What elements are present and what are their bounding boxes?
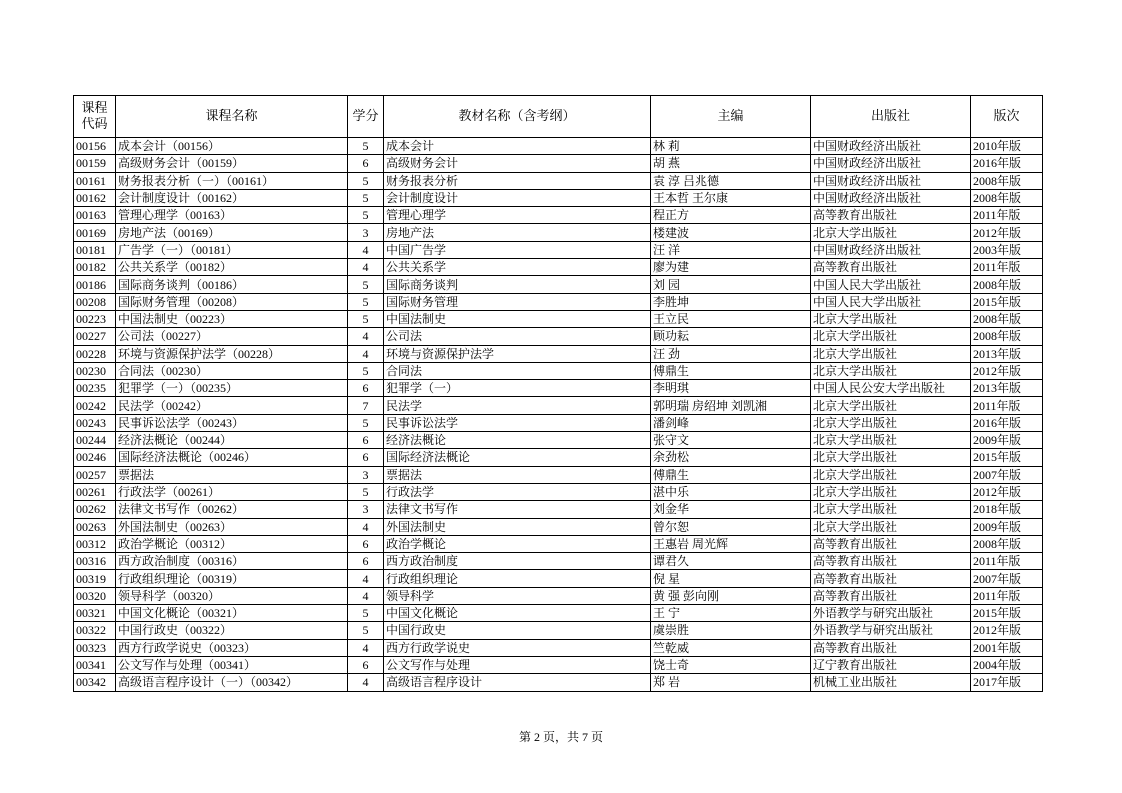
publisher-cell: 中国人民大学出版社 [811, 276, 971, 293]
edition-cell: 2011年版 [971, 553, 1043, 570]
credit-cell: 4 [348, 639, 384, 656]
credit-cell: 5 [348, 605, 384, 622]
textbook-name-cell: 中国行政史 [384, 622, 651, 639]
edition-cell: 2015年版 [971, 293, 1043, 310]
course-code-cell: 00242 [74, 397, 116, 414]
editor-cell: 王惠岩 周光辉 [651, 535, 811, 552]
table-row [74, 622, 1043, 639]
textbook-name-cell: 行政组织理论 [384, 570, 651, 587]
header-edition: 版次 [971, 96, 1043, 138]
table-row [74, 155, 1043, 172]
course-name-cell: 管理心理学（00163） [116, 207, 348, 224]
course-name-cell: 高级财务会计（00159） [116, 155, 348, 172]
table-row [74, 674, 1043, 691]
table-row [74, 535, 1043, 552]
editor-cell: 傅鼎生 [651, 466, 811, 483]
publisher-cell: 外语教学与研究出版社 [811, 622, 971, 639]
course-code-cell: 00182 [74, 259, 116, 276]
header-editor: 主编 [651, 96, 811, 138]
textbook-name-cell: 国际财务管理 [384, 293, 651, 310]
publisher-cell: 北京大学出版社 [811, 449, 971, 466]
course-code-cell: 00181 [74, 241, 116, 258]
table-row [74, 570, 1043, 587]
publisher-cell: 北京大学出版社 [811, 466, 971, 483]
publisher-cell: 北京大学出版社 [811, 224, 971, 241]
course-code-cell: 00322 [74, 622, 116, 639]
editor-cell: 倪 星 [651, 570, 811, 587]
edition-cell: 2011年版 [971, 259, 1043, 276]
credit-cell: 6 [348, 155, 384, 172]
publisher-cell: 中国财政经济出版社 [811, 189, 971, 206]
edition-cell: 2009年版 [971, 432, 1043, 449]
table-row [74, 241, 1043, 258]
textbook-name-cell: 政治学概论 [384, 535, 651, 552]
publisher-cell: 高等教育出版社 [811, 587, 971, 604]
credit-cell: 5 [348, 189, 384, 206]
publisher-cell: 高等教育出版社 [811, 207, 971, 224]
edition-cell: 2016年版 [971, 414, 1043, 431]
course-code-cell: 00156 [74, 138, 116, 155]
course-name-cell: 票据法 [116, 466, 348, 483]
editor-cell: 李明琪 [651, 380, 811, 397]
course-name-cell: 会计制度设计（00162） [116, 189, 348, 206]
course-name-cell: 财务报表分析（一）（00161） [116, 172, 348, 189]
table-row [74, 207, 1043, 224]
credit-cell: 3 [348, 466, 384, 483]
course-name-cell: 中国行政史（00322） [116, 622, 348, 639]
table-row [74, 656, 1043, 673]
textbook-name-cell: 公司法 [384, 328, 651, 345]
credit-cell: 3 [348, 501, 384, 518]
editor-cell: 郭明瑞 房绍坤 刘凯湘 [651, 397, 811, 414]
course-code-cell: 00243 [74, 414, 116, 431]
course-code-cell: 00316 [74, 553, 116, 570]
publisher-cell: 北京大学出版社 [811, 310, 971, 327]
publisher-cell: 高等教育出版社 [811, 259, 971, 276]
course-code-cell: 00342 [74, 674, 116, 691]
edition-cell: 2003年版 [971, 241, 1043, 258]
publisher-cell: 中国人民公安大学出版社 [811, 380, 971, 397]
publisher-cell: 机械工业出版社 [811, 674, 971, 691]
table-row [74, 138, 1043, 155]
credit-cell: 6 [348, 553, 384, 570]
table-row [74, 362, 1043, 379]
editor-cell: 刘金华 [651, 501, 811, 518]
course-code-cell: 00321 [74, 605, 116, 622]
course-name-cell: 国际商务谈判（00186） [116, 276, 348, 293]
editor-cell: 饶士奇 [651, 656, 811, 673]
course-name-cell: 公共关系学（00182） [116, 259, 348, 276]
course-code-cell: 00208 [74, 293, 116, 310]
editor-cell: 张守文 [651, 432, 811, 449]
textbook-name-cell: 西方政治制度 [384, 553, 651, 570]
course-code-cell: 00186 [74, 276, 116, 293]
edition-cell: 2011年版 [971, 207, 1043, 224]
editor-cell: 潘剑峰 [651, 414, 811, 431]
course-code-cell: 00159 [74, 155, 116, 172]
edition-cell: 2008年版 [971, 535, 1043, 552]
course-name-cell: 国际经济法概论（00246） [116, 449, 348, 466]
credit-cell: 4 [348, 518, 384, 535]
course-name-cell: 国际财务管理（00208） [116, 293, 348, 310]
table-row [74, 639, 1043, 656]
textbook-name-cell: 中国文化概论 [384, 605, 651, 622]
edition-cell: 2015年版 [971, 449, 1043, 466]
table-header-row [74, 96, 1043, 138]
course-name-cell: 民法学（00242） [116, 397, 348, 414]
edition-cell: 2012年版 [971, 224, 1043, 241]
textbook-name-cell: 领导科学 [384, 587, 651, 604]
table-row [74, 172, 1043, 189]
table-row [74, 518, 1043, 535]
textbook-name-cell: 民事诉讼法学 [384, 414, 651, 431]
table-row [74, 397, 1043, 414]
course-code-cell: 00341 [74, 656, 116, 673]
credit-cell: 5 [348, 207, 384, 224]
course-name-cell: 中国法制史（00223） [116, 310, 348, 327]
textbook-name-cell: 外国法制史 [384, 518, 651, 535]
course-name-cell: 西方行政学说史（00323） [116, 639, 348, 656]
table-row [74, 553, 1043, 570]
credit-cell: 6 [348, 535, 384, 552]
course-code-cell: 00169 [74, 224, 116, 241]
course-name-cell: 公文写作与处理（00341） [116, 656, 348, 673]
course-name-cell: 经济法概论（00244） [116, 432, 348, 449]
credit-cell: 6 [348, 432, 384, 449]
textbook-name-cell: 合同法 [384, 362, 651, 379]
textbook-name-cell: 管理心理学 [384, 207, 651, 224]
publisher-cell: 中国财政经济出版社 [811, 155, 971, 172]
course-name-cell: 高级语言程序设计（一）（00342） [116, 674, 348, 691]
course-name-cell: 政治学概论（00312） [116, 535, 348, 552]
textbook-name-cell: 成本会计 [384, 138, 651, 155]
edition-cell: 2008年版 [971, 189, 1043, 206]
editor-cell: 林 莉 [651, 138, 811, 155]
course-code-cell: 00223 [74, 310, 116, 327]
publisher-cell: 北京大学出版社 [811, 362, 971, 379]
edition-cell: 2011年版 [971, 397, 1043, 414]
credit-cell: 4 [348, 259, 384, 276]
credit-cell: 7 [348, 397, 384, 414]
credit-cell: 5 [348, 310, 384, 327]
credit-cell: 4 [348, 328, 384, 345]
textbook-name-cell: 民法学 [384, 397, 651, 414]
edition-cell: 2008年版 [971, 310, 1043, 327]
publisher-cell: 中国财政经济出版社 [811, 172, 971, 189]
edition-cell: 2011年版 [971, 587, 1043, 604]
header-course-code [74, 96, 116, 138]
textbook-name-cell: 国际商务谈判 [384, 276, 651, 293]
table-row [74, 587, 1043, 604]
editor-cell: 郑 岩 [651, 674, 811, 691]
table-row [74, 380, 1043, 397]
edition-cell: 2012年版 [971, 362, 1043, 379]
credit-cell: 4 [348, 345, 384, 362]
edition-cell: 2004年版 [971, 656, 1043, 673]
textbook-name-cell: 环境与资源保护法学 [384, 345, 651, 362]
table-row [74, 259, 1043, 276]
table-row [74, 414, 1043, 431]
course-name-cell: 中国文化概论（00321） [116, 605, 348, 622]
course-name-cell: 成本会计（00156） [116, 138, 348, 155]
textbook-name-cell: 法律文书写作 [384, 501, 651, 518]
page-number: 第 2 页，共 7 页 [518, 730, 603, 744]
course-code-cell: 00244 [74, 432, 116, 449]
editor-cell: 楼建波 [651, 224, 811, 241]
credit-cell: 5 [348, 622, 384, 639]
textbook-name-cell: 犯罪学（一） [384, 380, 651, 397]
credit-cell: 5 [348, 172, 384, 189]
textbook-name-cell: 公共关系学 [384, 259, 651, 276]
credit-cell: 4 [348, 587, 384, 604]
publisher-cell: 中国财政经济出版社 [811, 138, 971, 155]
table-row [74, 605, 1043, 622]
credit-cell: 5 [348, 138, 384, 155]
textbook-name-cell: 票据法 [384, 466, 651, 483]
editor-cell: 刘 园 [651, 276, 811, 293]
textbook-name-cell: 会计制度设计 [384, 189, 651, 206]
textbook-name-cell: 行政法学 [384, 483, 651, 500]
editor-cell: 湛中乐 [651, 483, 811, 500]
credit-cell: 4 [348, 674, 384, 691]
header-course-name: 课程名称 [116, 96, 348, 138]
credit-cell: 5 [348, 293, 384, 310]
edition-cell: 2012年版 [971, 483, 1043, 500]
edition-cell: 2012年版 [971, 622, 1043, 639]
course-code-cell: 00263 [74, 518, 116, 535]
publisher-cell: 辽宁教育出版社 [811, 656, 971, 673]
textbook-table [73, 95, 1043, 692]
textbook-name-cell: 公文写作与处理 [384, 656, 651, 673]
credit-cell: 5 [348, 362, 384, 379]
edition-cell: 2001年版 [971, 639, 1043, 656]
textbook-name-cell: 国际经济法概论 [384, 449, 651, 466]
course-code-cell: 00161 [74, 172, 116, 189]
course-name-cell: 环境与资源保护法学（00228） [116, 345, 348, 362]
course-name-cell: 行政组织理论（00319） [116, 570, 348, 587]
table-row [74, 276, 1043, 293]
header-code-line1: 课程 [81, 100, 108, 116]
course-name-cell: 民事诉讼法学（00243） [116, 414, 348, 431]
edition-cell: 2018年版 [971, 501, 1043, 518]
publisher-cell: 高等教育出版社 [811, 570, 971, 587]
credit-cell: 6 [348, 380, 384, 397]
credit-cell: 5 [348, 414, 384, 431]
course-name-cell: 房地产法（00169） [116, 224, 348, 241]
table-row [74, 189, 1043, 206]
edition-cell: 2007年版 [971, 466, 1043, 483]
header-textbook: 教材名称（含考纲） [384, 96, 651, 138]
editor-cell: 袁 淳 吕兆德 [651, 172, 811, 189]
editor-cell: 顾功耘 [651, 328, 811, 345]
course-name-cell: 行政法学（00261） [116, 483, 348, 500]
course-name-cell: 外国法制史（00263） [116, 518, 348, 535]
course-name-cell: 广告学（一）（00181） [116, 241, 348, 258]
header-publisher: 出版社 [811, 96, 971, 138]
publisher-cell: 北京大学出版社 [811, 345, 971, 362]
edition-cell: 2013年版 [971, 380, 1043, 397]
table-row [74, 466, 1043, 483]
editor-cell: 竺乾威 [651, 639, 811, 656]
table-row [74, 224, 1043, 241]
editor-cell: 王本哲 王尔康 [651, 189, 811, 206]
table-row [74, 483, 1043, 500]
course-code-cell: 00162 [74, 189, 116, 206]
editor-cell: 王立民 [651, 310, 811, 327]
editor-cell: 李胜坤 [651, 293, 811, 310]
course-name-cell: 领导科学（00320） [116, 587, 348, 604]
textbook-name-cell: 财务报表分析 [384, 172, 651, 189]
course-name-cell: 合同法（00230） [116, 362, 348, 379]
credit-cell: 4 [348, 570, 384, 587]
publisher-cell: 北京大学出版社 [811, 432, 971, 449]
edition-cell: 2017年版 [971, 674, 1043, 691]
publisher-cell: 外语教学与研究出版社 [811, 605, 971, 622]
edition-cell: 2008年版 [971, 276, 1043, 293]
editor-cell: 黄 强 彭向刚 [651, 587, 811, 604]
publisher-cell: 北京大学出版社 [811, 518, 971, 535]
publisher-cell: 高等教育出版社 [811, 553, 971, 570]
publisher-cell: 北京大学出版社 [811, 414, 971, 431]
publisher-cell: 中国财政经济出版社 [811, 241, 971, 258]
header-code-line2: 代码 [81, 116, 108, 132]
course-code-cell: 00227 [74, 328, 116, 345]
edition-cell: 2009年版 [971, 518, 1043, 535]
editor-cell: 谭君久 [651, 553, 811, 570]
edition-cell: 2007年版 [971, 570, 1043, 587]
table-row [74, 328, 1043, 345]
table-row [74, 432, 1043, 449]
publisher-cell: 北京大学出版社 [811, 501, 971, 518]
credit-cell: 6 [348, 656, 384, 673]
editor-cell: 汪 洋 [651, 241, 811, 258]
credit-cell: 5 [348, 483, 384, 500]
editor-cell: 曾尔恕 [651, 518, 811, 535]
course-code-cell: 00320 [74, 587, 116, 604]
publisher-cell: 北京大学出版社 [811, 397, 971, 414]
publisher-cell: 中国人民大学出版社 [811, 293, 971, 310]
textbook-name-cell: 中国广告学 [384, 241, 651, 258]
course-code-cell: 00230 [74, 362, 116, 379]
credit-cell: 3 [348, 224, 384, 241]
course-code-cell: 00228 [74, 345, 116, 362]
course-name-cell: 犯罪学（一）（00235） [116, 380, 348, 397]
publisher-cell: 高等教育出版社 [811, 535, 971, 552]
editor-cell: 傅鼎生 [651, 362, 811, 379]
publisher-cell: 北京大学出版社 [811, 483, 971, 500]
credit-cell: 4 [348, 241, 384, 258]
editor-cell: 廖为建 [651, 259, 811, 276]
course-name-cell: 西方政治制度（00316） [116, 553, 348, 570]
editor-cell: 余劲松 [651, 449, 811, 466]
course-code-cell: 00312 [74, 535, 116, 552]
editor-cell: 胡 燕 [651, 155, 811, 172]
header-credit: 学分 [348, 96, 384, 138]
table-row [74, 501, 1043, 518]
editor-cell: 汪 劲 [651, 345, 811, 362]
credit-cell: 5 [348, 276, 384, 293]
edition-cell: 2010年版 [971, 138, 1043, 155]
edition-cell: 2008年版 [971, 172, 1043, 189]
course-code-cell: 00319 [74, 570, 116, 587]
textbook-name-cell: 西方行政学说史 [384, 639, 651, 656]
editor-cell: 王 宁 [651, 605, 811, 622]
editor-cell: 程正方 [651, 207, 811, 224]
credit-cell: 6 [348, 449, 384, 466]
editor-cell: 虞崇胜 [651, 622, 811, 639]
edition-cell: 2016年版 [971, 155, 1043, 172]
course-code-cell: 00261 [74, 483, 116, 500]
course-code-cell: 00163 [74, 207, 116, 224]
course-name-cell: 公司法（00227） [116, 328, 348, 345]
edition-cell: 2008年版 [971, 328, 1043, 345]
table-row [74, 293, 1043, 310]
textbook-name-cell: 中国法制史 [384, 310, 651, 327]
course-code-cell: 00257 [74, 466, 116, 483]
textbook-name-cell: 高级财务会计 [384, 155, 651, 172]
course-code-cell: 00262 [74, 501, 116, 518]
table-row [74, 310, 1043, 327]
edition-cell: 2013年版 [971, 345, 1043, 362]
course-code-cell: 00235 [74, 380, 116, 397]
textbook-name-cell: 高级语言程序设计 [384, 674, 651, 691]
table-row [74, 345, 1043, 362]
course-code-cell: 00246 [74, 449, 116, 466]
course-name-cell: 法律文书写作（00262） [116, 501, 348, 518]
publisher-cell: 北京大学出版社 [811, 328, 971, 345]
textbook-name-cell: 房地产法 [384, 224, 651, 241]
publisher-cell: 高等教育出版社 [811, 639, 971, 656]
table-row [74, 449, 1043, 466]
course-code-cell: 00323 [74, 639, 116, 656]
edition-cell: 2015年版 [971, 605, 1043, 622]
textbook-name-cell: 经济法概论 [384, 432, 651, 449]
